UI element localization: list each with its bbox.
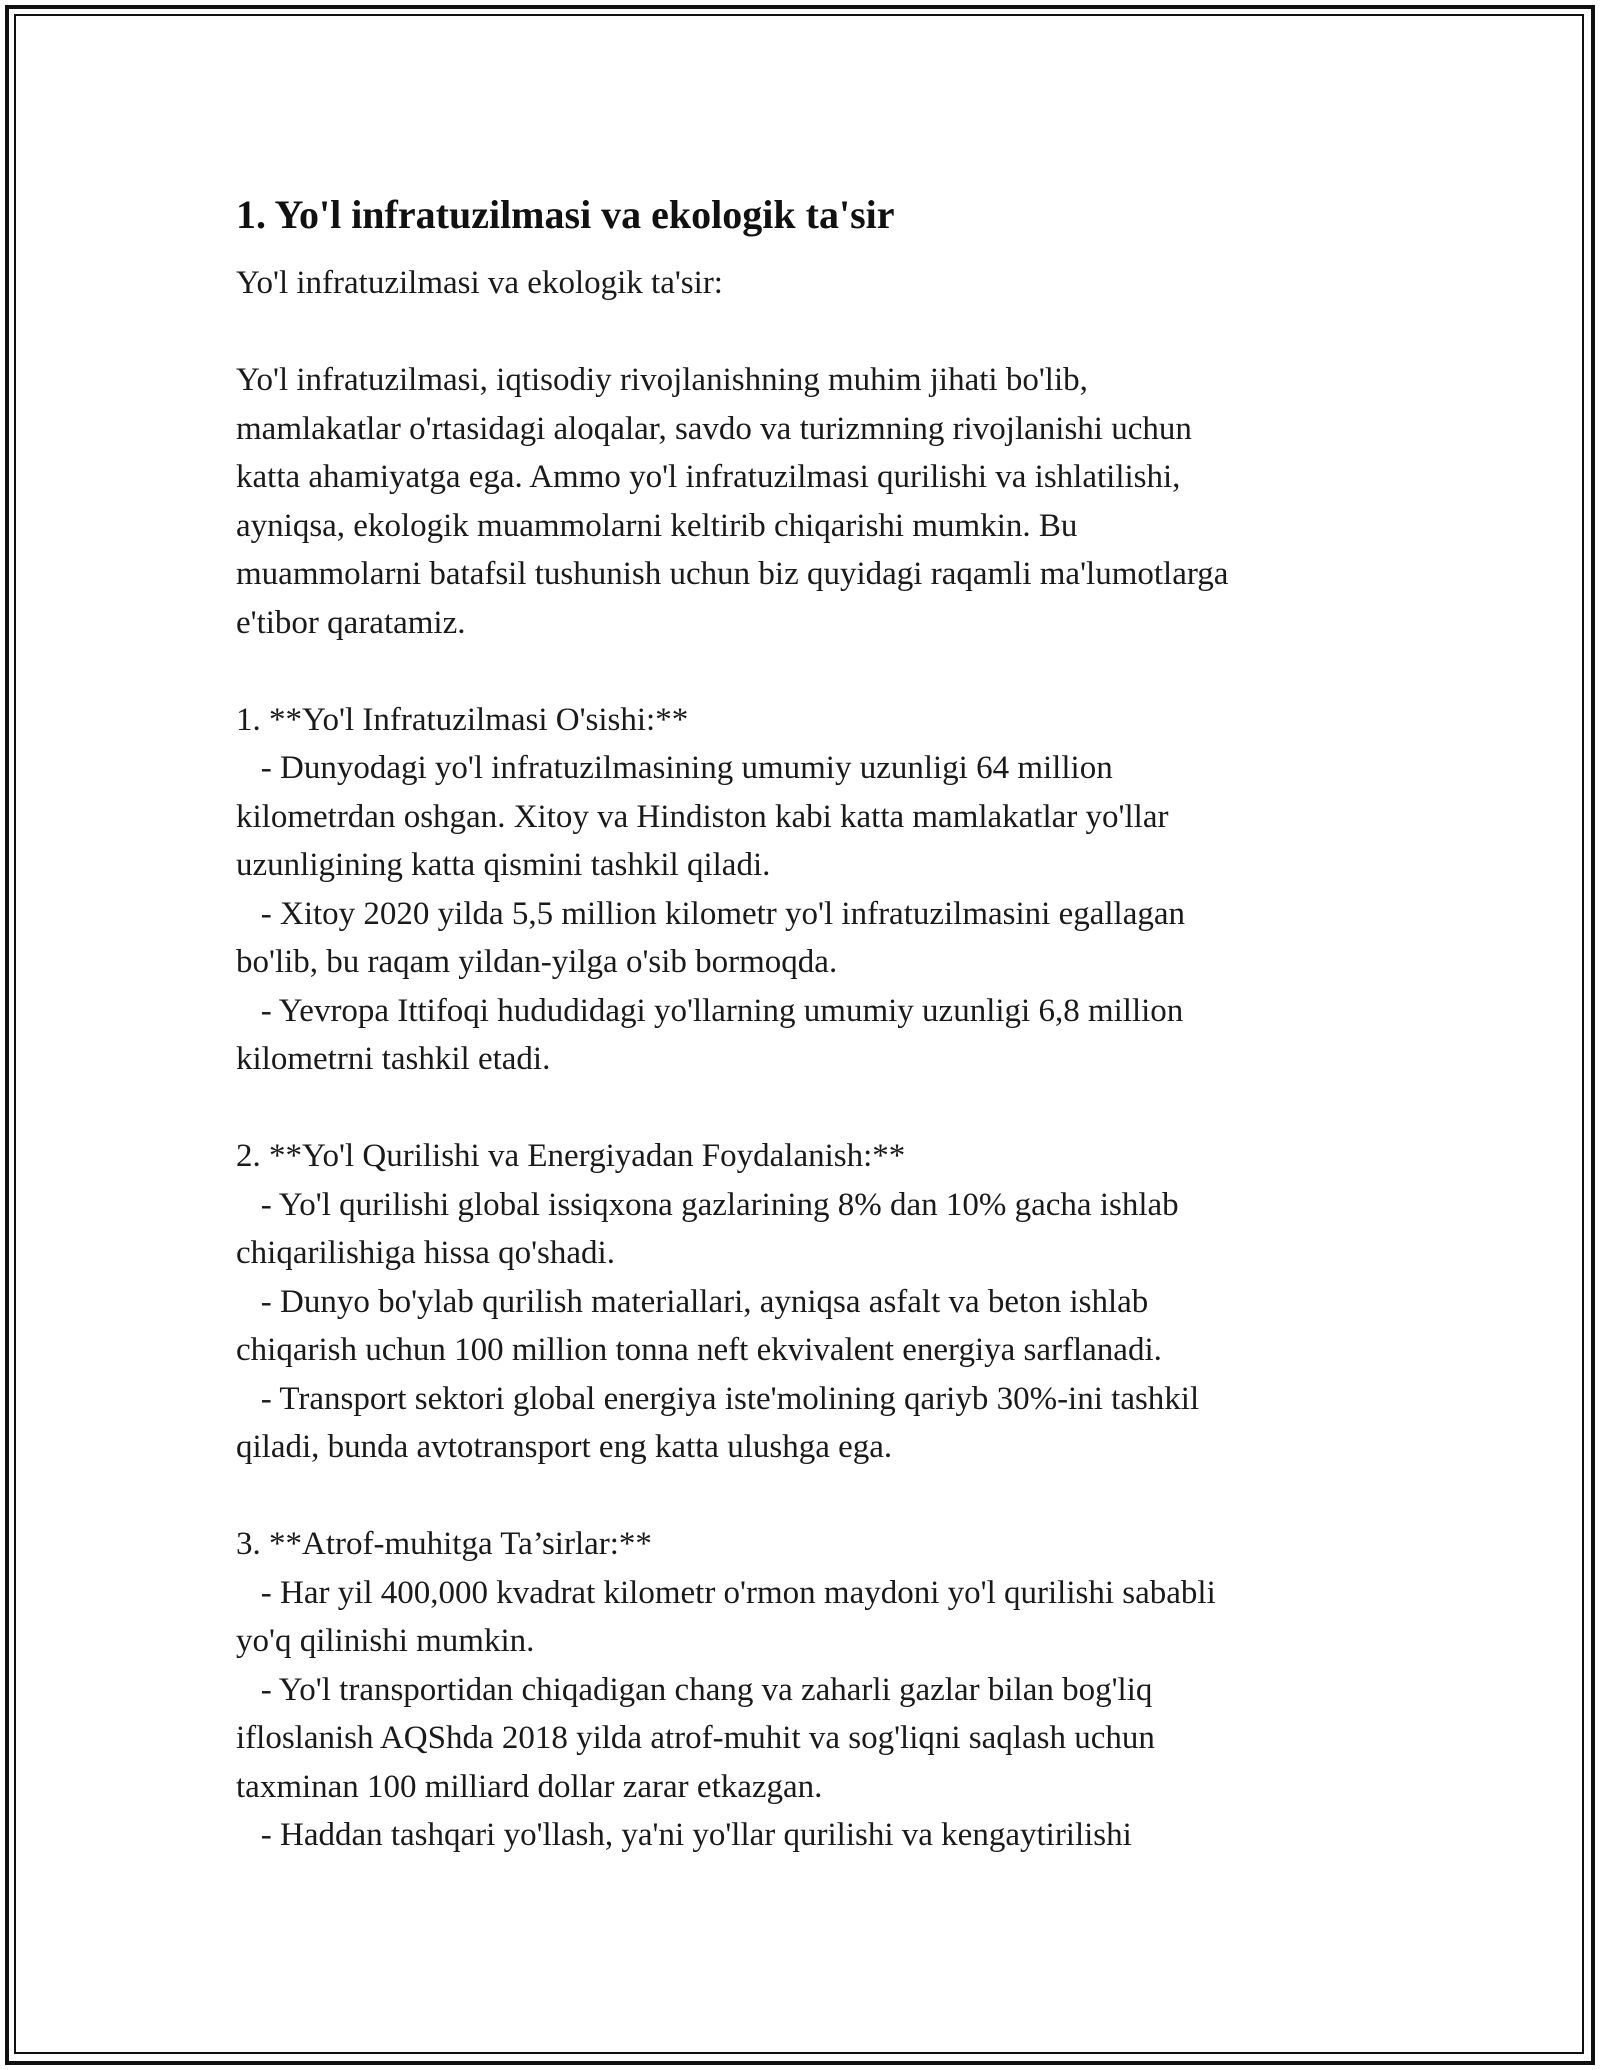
list-item: - Dunyo bo'ylab qurilish materiallari, ayniqsa asfalt va beton ishlab (236, 1283, 1149, 1320)
section-heading: 2. **Yo'l Qurilishi va Energiyadan Foydalanish:** (236, 1138, 906, 1174)
text-line: ayniqsa, ekologik muammolarni keltirib chiqarishi mumkin. Bu (236, 507, 1078, 544)
blank-line (236, 1472, 1386, 1521)
text-line: uzunligining katta qismini tashkil qiladi. (236, 847, 771, 883)
list-item: - Dunyodagi yo'l infratuzilmasining umumiy uzunligi 64 million (236, 750, 1113, 786)
text-line: bo'lib, bu raqam yildan-yilga o'sib bormoqda. (236, 944, 838, 980)
blank-line (236, 647, 1386, 696)
text-line: ifloslanish AQShda 2018 yilda atrof-muhit va sog'liqni saqlash uchun (236, 1720, 1155, 1756)
text-line: chiqarilishiga hissa qo'shadi. (236, 1235, 615, 1271)
blank-line (236, 1084, 1386, 1133)
text-line: Yo'l infratuzilmasi va ekologik ta'sir: (236, 265, 723, 301)
text-line: muammolarni batafsil tushunish uchun biz quyidagi raqamli ma'lumotlarga (236, 556, 1229, 592)
list-item: - Har yil 400,000 kvadrat kilometr o'rmon maydoni yo'l qurilishi sababli (236, 1574, 1216, 1611)
text-line: katta ahamiyatga ega. Ammo yo'l infratuzilmasi qurilishi va ishlatilishi, (236, 459, 1181, 495)
text-line: kilometrni tashkil etadi. (236, 1041, 551, 1077)
section-heading: 1. **Yo'l Infratuzilmasi O'sishi:** (236, 701, 689, 738)
list-item: - Transport sektori global energiya iste'molining qariyb 30%-ini tashkil (236, 1380, 1200, 1417)
text-line: e'tibor qaratamiz. (236, 604, 466, 641)
document-body (236, 185, 1386, 1860)
text-line: yo'q qilinishi mumkin. (236, 1623, 535, 1659)
document-title: 1. Yo'l infratuzilmasi va ekologik ta'sir (236, 192, 895, 237)
list-item: - Yo'l transportidan chiqadigan chang va zaharli gazlar bilan bog'liq (236, 1671, 1153, 1708)
text-line: kilometrdan oshgan. Xitoy va Hindiston kabi katta mamlakatlar yo'llar (236, 798, 1169, 835)
list-item: - Yevropa Ittifoqi hududidagi yo'llarning umumiy uzunligi 6,8 million (236, 992, 1184, 1029)
list-item: - Xitoy 2020 yilda 5,5 million kilometr yo'l infratuzilmasini egallagan (236, 895, 1186, 932)
text-line: mamlakatlar o'rtasidagi aloqalar, savdo va turizmning rivojlanishi uchun (236, 410, 1192, 447)
blank-line (236, 308, 1386, 357)
list-item: - Haddan tashqari yo'llash, ya'ni yo'llar qurilishi va kengaytirilishi (236, 1817, 1132, 1853)
document-text (236, 259, 1386, 1860)
list-item: - Yo'l qurilishi global issiqxona gazlarining 8% dan 10% gacha ishlab (236, 1186, 1179, 1223)
text-line: taxminan 100 milliard dollar zarar etkazgan. (236, 1768, 823, 1805)
text-line: chiqarish uchun 100 million tonna neft ekvivalent energiya sarflanadi. (236, 1332, 1162, 1368)
text-line: Yo'l infratuzilmasi, iqtisodiy rivojlanishning muhim jihati bo'lib, (236, 362, 1088, 398)
section-heading: 3. **Atrof-muhitga Ta’sirlar:** (236, 1526, 652, 1562)
text-line: qiladi, bunda avtotransport eng katta ulushga ega. (236, 1429, 893, 1465)
